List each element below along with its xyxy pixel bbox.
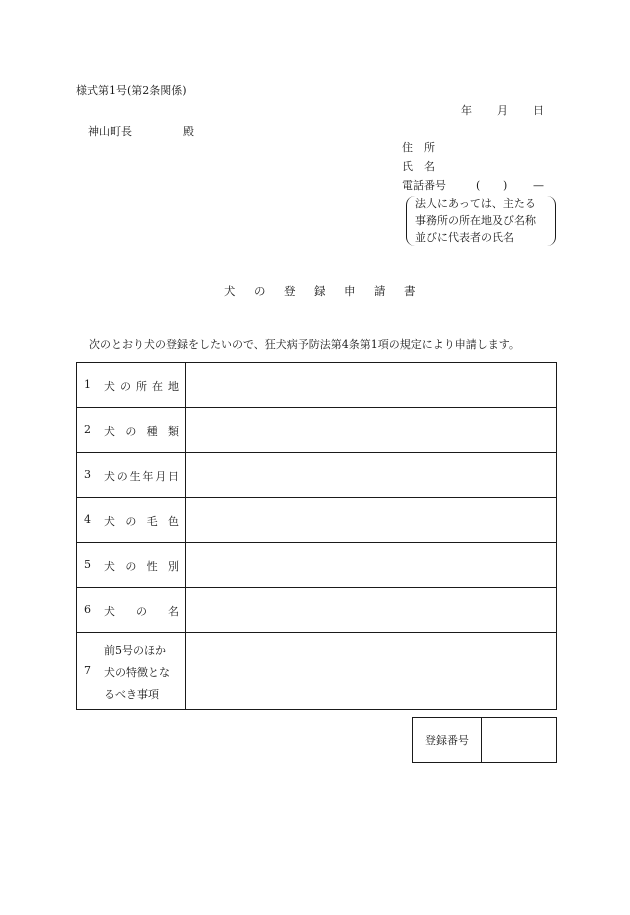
registration-number-label: 登録番号 xyxy=(413,718,482,763)
address-label: 住 所 xyxy=(402,141,435,154)
dog-sex-field[interactable] xyxy=(186,543,557,588)
dog-coat-color-field[interactable] xyxy=(186,498,557,543)
addressee-honorific: 殿 xyxy=(183,125,194,138)
row-number: 2 xyxy=(84,423,91,436)
corporate-note-line-1: 法人にあっては、主たる xyxy=(415,197,536,210)
date-year-label: 年 xyxy=(461,104,472,117)
registration-number-table xyxy=(412,717,557,763)
title-char: 請 xyxy=(374,284,386,298)
title-char: 登 xyxy=(284,284,296,298)
row-label: 犬の生年月日 xyxy=(104,470,179,483)
table-row xyxy=(77,543,557,588)
dog-features-field[interactable] xyxy=(186,633,557,710)
title-char: 申 xyxy=(344,284,356,298)
dog-birthdate-field[interactable] xyxy=(186,453,557,498)
row-number: 4 xyxy=(84,513,91,526)
row-label: 犬の性別 xyxy=(104,560,179,573)
row-number: 1 xyxy=(84,378,91,391)
intro-text: 次のとおり犬の登録をしたいので、狂犬病予防法第4条第1項の規定により申請します。 xyxy=(89,338,520,351)
row-label: 犬の名 xyxy=(104,605,179,618)
registration-number-field[interactable] xyxy=(482,718,557,763)
row-label: 犬の所在地 xyxy=(104,380,179,393)
table-row xyxy=(77,408,557,453)
row-label: 犬の種類 xyxy=(104,425,179,438)
table-row xyxy=(77,633,557,710)
row-label: 犬の毛色 xyxy=(104,515,179,528)
table-row xyxy=(77,588,557,633)
date-month-label: 月 xyxy=(497,104,508,117)
form-label: 様式第1号(第2条関係) xyxy=(76,84,187,97)
row-label-line: 前5号のほか xyxy=(104,644,166,657)
table-row xyxy=(413,718,557,763)
name-label: 氏 名 xyxy=(402,160,435,173)
phone-paren-open: ( xyxy=(476,179,481,192)
title-char: 書 xyxy=(404,284,416,298)
table-row xyxy=(77,453,557,498)
date-day-label: 日 xyxy=(533,104,544,117)
row-number: 3 xyxy=(84,468,91,481)
corporate-note-line-3: 並びに代表者の氏名 xyxy=(415,231,514,244)
title-char: の xyxy=(254,284,266,298)
row-number: 5 xyxy=(84,558,91,571)
title-char: 録 xyxy=(314,284,326,298)
registration-form-table xyxy=(76,362,557,710)
dog-breed-field[interactable] xyxy=(186,408,557,453)
row-number: 6 xyxy=(84,603,91,616)
title-char: 犬 xyxy=(224,284,236,298)
row-number: 7 xyxy=(84,664,91,677)
table-row xyxy=(77,363,557,408)
row-label-line: 犬の特徴とな xyxy=(104,666,170,679)
corporate-note-line-2: 事務所の所在地及び名称 xyxy=(415,214,536,227)
dog-location-field[interactable] xyxy=(186,363,557,408)
table-row xyxy=(77,498,557,543)
phone-paren-close: ) xyxy=(503,179,508,192)
phone-dash: — xyxy=(533,179,544,192)
addressee-name: 神山町長 xyxy=(88,125,132,138)
row-label-line: るべき事項 xyxy=(104,688,159,701)
phone-label: 電話番号 xyxy=(402,179,446,192)
dog-name-field[interactable] xyxy=(186,588,557,633)
